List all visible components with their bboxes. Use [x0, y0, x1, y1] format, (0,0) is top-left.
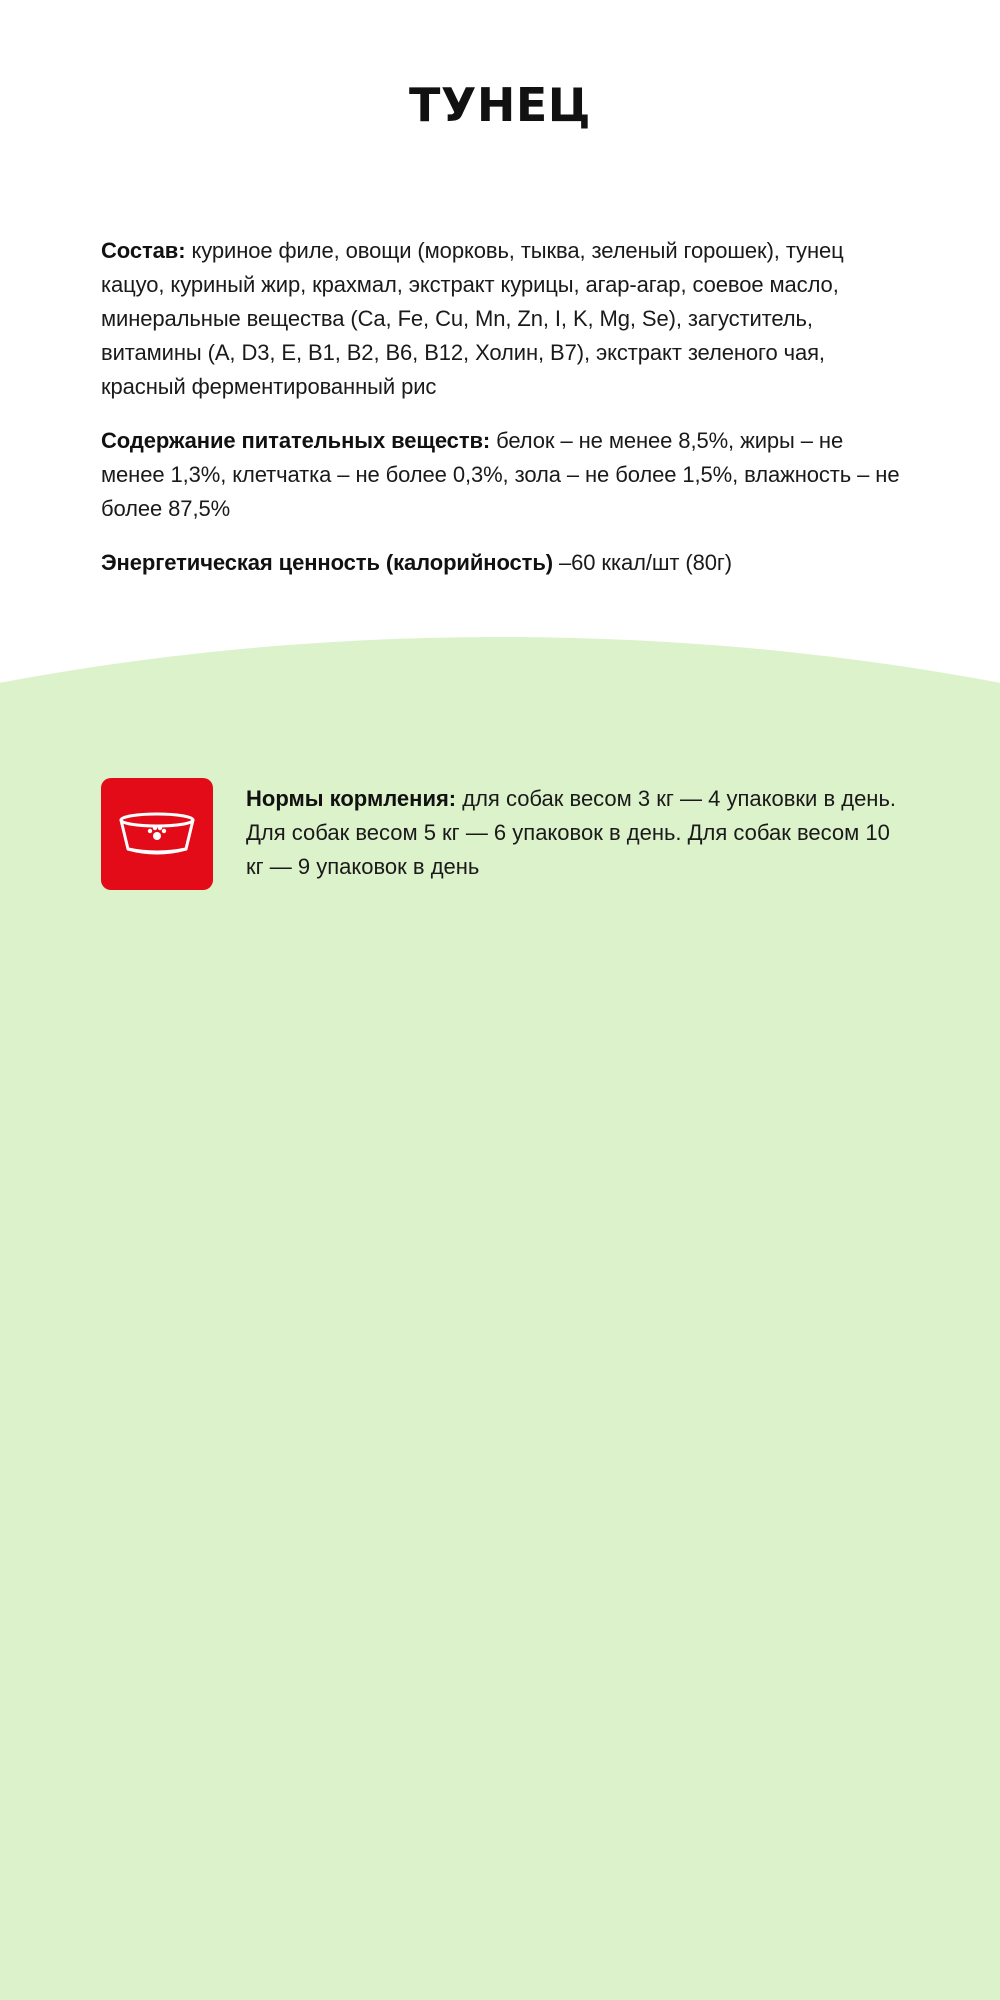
- nutrients-label: Содержание питательных веществ:: [101, 428, 491, 453]
- feeding-norms-block: [101, 778, 901, 890]
- feeding-norms-text: [246, 782, 906, 884]
- nutrients-text: белок – не менее 8,5%, жиры – не менее 1,3%, клетчатка – не более 0,3%, зола – не более 1,5%, влажность – не более 87,5%: [101, 428, 900, 521]
- feeding-description: для собак весом 3 кг — 4 упаковки в день. Для собак весом 5 кг — 6 упаковок в день. Для собак весом 10 кг — 9 упаковок в день: [246, 786, 897, 879]
- product-info: [101, 234, 901, 600]
- composition-paragraph: [101, 234, 901, 404]
- nutrients-paragraph: [101, 424, 901, 526]
- dog-bowl-icon: [101, 778, 213, 890]
- energy-label: Энергетическая ценность (калорийность): [101, 550, 553, 575]
- feeding-label: Нормы кормления:: [246, 786, 457, 811]
- composition-text: куриное филе, овощи (морковь, тыква, зеленый горошек), тунец кацуо, куриный жир, крахмал, экстракт курицы, агар-агар, соевое масло, минеральные вещества (Ca, Fe, Cu, Mn, Zn, I, K, Mg, Se), загуститель, витамины (A, D3, E, B1, B2, B6, B12, Холин, B7), экстракт зеленого чая, красный ферментированный рис: [101, 238, 844, 399]
- composition-label: Состав:: [101, 238, 186, 263]
- page-title: ТУНЕЦ: [409, 78, 591, 132]
- energy-paragraph: [101, 546, 901, 580]
- energy-text: –60 ккал/шт (80г): [552, 550, 733, 575]
